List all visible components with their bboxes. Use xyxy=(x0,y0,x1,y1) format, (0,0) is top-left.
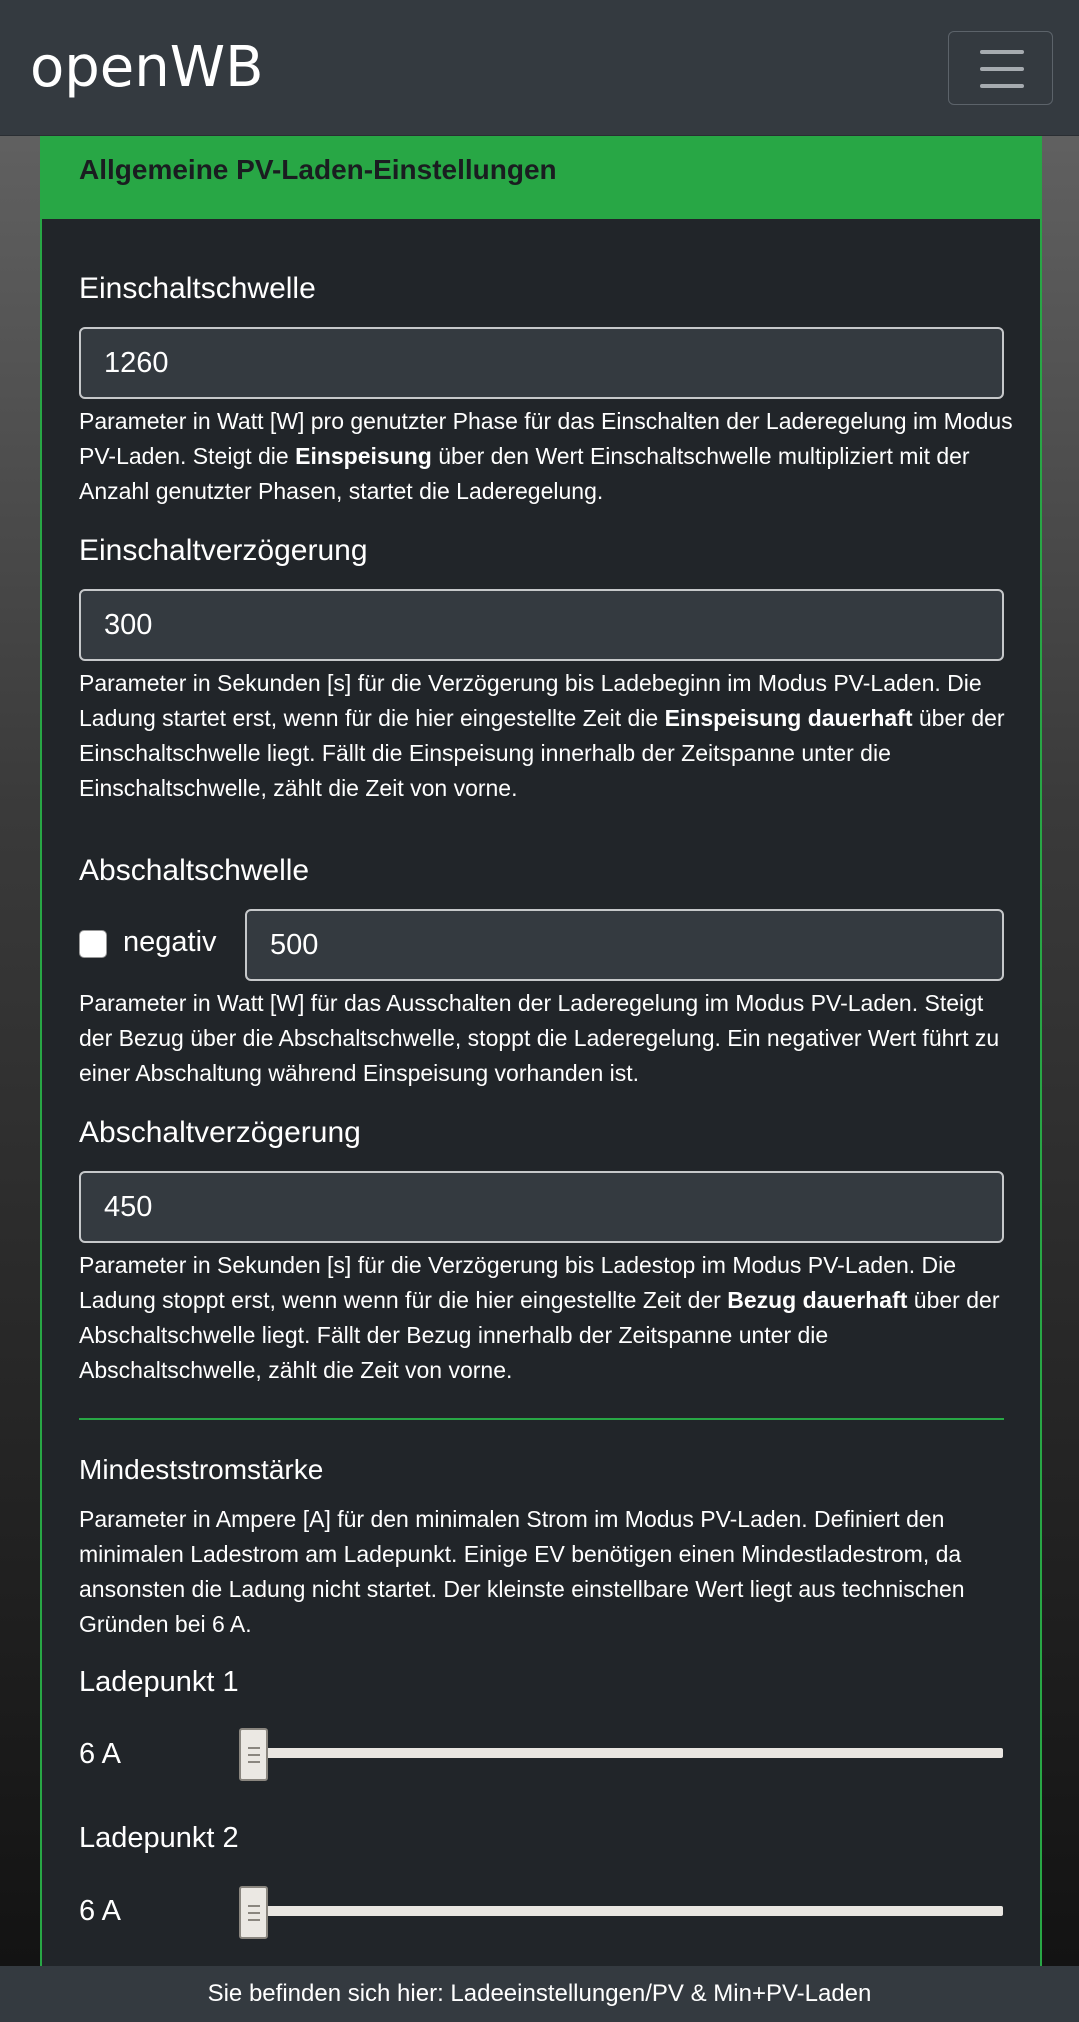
ladepunkt-1-slider-track[interactable] xyxy=(253,1748,1003,1758)
menu-toggle-button[interactable] xyxy=(948,31,1053,105)
einschaltschwelle-label: Einschaltschwelle xyxy=(79,272,316,305)
card-header[interactable] xyxy=(42,136,1040,219)
section-divider xyxy=(79,1418,1004,1420)
grip-icon xyxy=(248,1761,260,1763)
grip-icon xyxy=(248,1747,260,1749)
ladepunkt-2-slider-thumb[interactable] xyxy=(239,1886,268,1939)
settings-card xyxy=(40,136,1042,1966)
einschaltverzoegerung-label: Einschaltverzögerung xyxy=(79,534,368,567)
mindeststrom-help: Parameter in Ampere [A] für den minimalen Strom im Modus PV-Laden. Definiert den minimalen Ladestrom am Ladepunkt. Einige EV benötigen einen Mindestladestrom, da ansonsten die Ladung nicht startet. Der kleinste einstellbare Wert liegt aus technischen Gründen bei 6 A. xyxy=(79,1506,965,1637)
navbar xyxy=(0,0,1079,136)
abschaltschwelle-help: Parameter in Watt [W] für das Ausschalten der Laderegelung im Modus PV-Laden. Steigt der Bezug über die Abschaltschwelle, stoppt die Laderegelung. Ein negativer Wert führt zu einer Abschaltung während Einspeisung vorhanden ist. xyxy=(79,990,1000,1086)
hamburger-menu-icon-line xyxy=(980,84,1024,88)
negativ-checkbox[interactable] xyxy=(79,930,107,958)
einschaltschwelle-help: Parameter in Watt [W] pro genutzter Phase für das Einschalten der Laderegelung im Modus PV-Laden. Steigt die Einspeisung über den Wert Einschaltschwelle multipliziert mit der Anzahl genutzter Phasen, startet die Laderegelung. xyxy=(79,408,1013,504)
abschaltschwelle-label: Abschaltschwelle xyxy=(79,854,310,887)
hamburger-menu-icon-line xyxy=(980,67,1024,71)
abschaltschwelle-input[interactable]: 500 xyxy=(245,909,1004,981)
grip-icon xyxy=(248,1912,260,1914)
abschaltverzoegerung-help: Parameter in Sekunden [s] für die Verzögerung bis Ladestop im Modus PV-Laden. Die Ladung stoppt erst, wenn wenn für die hier eingestellte Zeit der Bezug dauerhaft über der Abschaltschwelle liegt. Fällt der Bezug innerhalb der Zeitspanne unter die Abschaltschwelle, zählt die Zeit von vorne. xyxy=(79,1252,1000,1383)
ladepunkt-2-slider-track[interactable] xyxy=(253,1906,1003,1916)
footer xyxy=(0,1966,1079,2022)
ladepunkt-1-slider-thumb[interactable] xyxy=(239,1728,268,1781)
grip-icon xyxy=(248,1754,260,1756)
breadcrumb: Sie befinden sich hier: Ladeeinstellungen/PV & Min+PV-Laden xyxy=(207,1980,872,2007)
hamburger-menu-icon xyxy=(980,50,1024,54)
negativ-checkbox-label[interactable]: negativ xyxy=(123,926,217,958)
grip-icon xyxy=(248,1905,260,1907)
card-title: Allgemeine PV-Laden-Einstellungen xyxy=(79,154,557,185)
einschaltschwelle-input[interactable]: 1260 xyxy=(79,327,1004,399)
ladepunkt-1-label: Ladepunkt 1 xyxy=(79,1666,239,1698)
ladepunkt-2-label: Ladepunkt 2 xyxy=(79,1822,239,1854)
abschaltverzoegerung-input[interactable]: 450 xyxy=(79,1171,1004,1243)
mindeststrom-label: Mindeststromstärke xyxy=(79,1454,324,1485)
einschaltverzoegerung-help: Parameter in Sekunden [s] für die Verzögerung bis Ladebeginn im Modus PV-Laden. Die Ladung startet erst, wenn für die hier eingestellte Zeit die Einspeisung dauerhaft über der Einschaltschwelle liegt. Fällt die Einspeisung innerhalb der Zeitspanne unter die Einschaltschwelle, zählt die Zeit von vorne. xyxy=(79,670,1005,801)
ladepunkt-1-value: 6 A xyxy=(79,1738,121,1770)
grip-icon xyxy=(248,1919,260,1921)
einschaltverzoegerung-input[interactable]: 300 xyxy=(79,589,1004,661)
abschaltverzoegerung-label: Abschaltverzögerung xyxy=(79,1116,361,1149)
ladepunkt-2-value: 6 A xyxy=(79,1895,121,1927)
brand-logo[interactable]: openWB xyxy=(30,35,264,100)
